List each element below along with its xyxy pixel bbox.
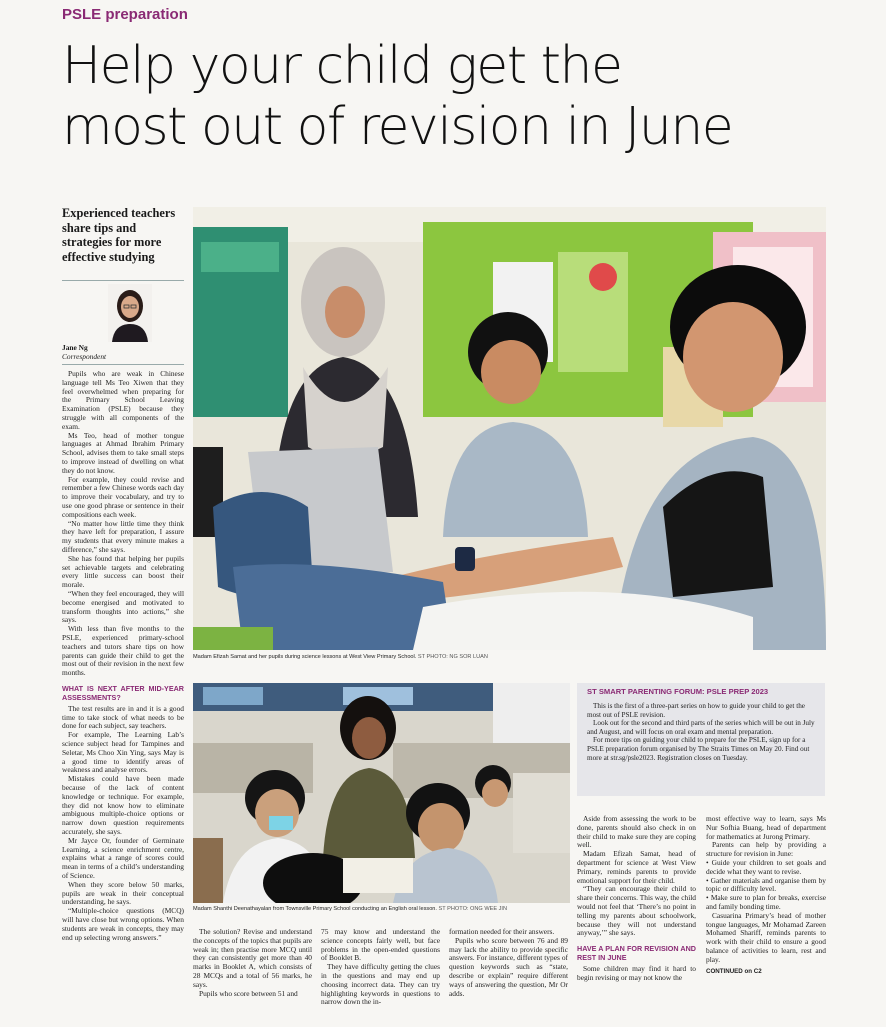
bullet-item: • Make sure to plan for breaks, exercise and family bonding time. [706,893,826,911]
paragraph: Madam Efizah Samat, head of department for science at West View Primary, reminds parents to provide emotional support for their child. [577,849,696,885]
photo-credit: ST PHOTO: NG SOR LUAN [417,654,488,660]
paragraph: “They can encourage their child to share their concerns. This way, the child would not feel that ‘There’s no point in telling my parents about schoolwork, because they will not understand anyway,’” she says. [577,884,696,938]
paragraph: “No matter how little time they think they have left for preparation, I assure my students that every minute makes a difference,” she says. [62,518,184,554]
paragraph: Pupils who are weak in Chinese language tell Ms Teo Xiwen that they feel overwhelmed when preparing for the Primary School Leaving Examination (PSLE) because they struggle with all components of the exam. [62,370,184,431]
deck-rule [62,280,184,281]
continued-link[interactable]: CONTINUED on C2 [706,967,762,975]
photo-credit: ST PHOTO: ONG WEE JIN [438,906,508,912]
paragraph: 75 may know and understand the science concepts fairly well, but face problems in the open-ended questions of Booklet B. [321,928,440,963]
paragraph: They have difficulty getting the clues in the questions and may end up choosing incorrect data. They can try highlighting keywords in questions to narrow down the in- [321,962,440,1007]
paragraph: formation needed for their answers. [449,928,555,936]
byline-name: Jane Ng [62,343,88,352]
paragraph: “Multiple-choice questions (MCQ) will have close but wrong options. When students are weak in concepts, they may end up selecting wrong answers.” [62,906,184,942]
paragraph: Mistakes could have been made because of the lack of content knowledge or technique. For example, they did not know how to eliminate ambiguous multiple-choice options or narrow down question requirements accurately, she says. [62,774,184,837]
paragraph: Pupils who score between 51 and [199,988,298,998]
paragraph: “When they feel encouraged, they will become energised and motivated to transform thoughts into actions,” she says. [62,588,184,625]
headline-line-2: most out of revision in June [62,97,733,157]
photo2-caption [193,906,570,912]
paragraph: She has found that helping her pupils set achievable targets and celebrating every little success can boost their morale. [62,553,184,590]
body-column-4 [449,928,568,1023]
info-box-title: ST SMART PARENTING FORUM: PSLE PREP 2023 [587,687,769,696]
info-paragraph: For more tips on guiding your child to prepare for the PSLE, sign up for a PSLE preparation forum organised by The Straits Times on May 20. Find out more at str.sg/psle2023. Registration closes on Tuesday. [587,736,810,762]
paragraph: Parents can help by providing a structure for revision in June: [706,840,826,859]
body-column-6 [706,815,826,1023]
subhead: HAVE A PLAN FOR REVISION AND REST IN JUNE [577,944,696,963]
article-deck: Experienced teachers share tips and strategies for more effective studying [62,206,176,264]
photo1-caption [193,654,826,660]
byline-role: Correspondent [62,352,107,361]
paragraph: For example, they could revise and remember a few Chinese words each day to improve their vocabulary, and try to use one good phrase or sentence in their compositions each week. [62,474,184,519]
headline-line-1: Help your child get the [62,36,622,96]
photo-science-lesson [193,207,826,650]
body-column-5 [577,815,696,1023]
body-column-3 [321,928,440,1023]
section-kicker: PSLE preparation [62,6,188,23]
info-paragraph: This is the first of a three-part series on how to guide your child to get the most out of PSLE revision. [587,702,805,719]
paragraph: The solution? Revise and understand the concepts of the topics that pupils are weak in; then practise more MCQ until they can consistently get more than 40 marks in Booklet A, which consists of 28 MCQs and a total of 56 marks, he says. [193,928,312,989]
paragraph: For example, The Learning Lab’s science subject head for Tampines and Seletar, Ms Choo Xin Ying, says May is a good time to identify areas of weakness and analyse errors. [62,730,184,775]
byline-photo [108,284,152,342]
bullet-item: • Guide your children to set goals and decide what they want to revise. [706,857,826,876]
byline-rule [62,364,184,365]
paragraph: Pupils who score between 76 and 89 may lack the ability to provide specific answers. For instance, different types of question keywords such as “state, describe or explain” require different ways of answering the question, Mr Or adds. [449,935,568,998]
paragraph: Casuarina Primary’s head of mother tongue languages, Mr Mohamad Zareen Mohamed Shariff, reminds parents to work with their child to ensure a good balance of activities to learn, rest and play. [706,910,826,964]
bullet-item: • Gather materials and organise them by topic or difficulty level. [706,875,826,894]
paragraph: When they score below 50 marks, pupils are weak in their conceptual understanding, he says. [62,879,184,907]
info-paragraph: Look out for the second and third parts of the series which will be out in July and August, and will focus on oral exam and mental preparation. [587,719,815,736]
photo-english-lesson [193,683,570,903]
paragraph: Aside from assessing the work to be done, parents should also check in on their child to make sure they are coping well. [577,815,696,850]
headline [62,36,842,158]
forum-info-box [577,683,825,796]
paragraph: The test results are in and it is a good time to take stock of what needs to be done for each subject, say teachers. [62,703,184,731]
paragraph: most effective way to learn, says Ms Nur Sofhia Buang, head of department for mathematics at Jurong Primary. [706,815,826,841]
subhead: WHAT IS NEXT AFTER MID-YEAR ASSESSMENTS? [62,683,184,702]
body-column-1 [62,370,184,1020]
paragraph: Mr Jayce Or, founder of Germinate Learning, a science enrichment centre, explains what a range of scores could mean in terms of a child’s understanding of Science. [62,835,184,881]
paragraph: Some children may find it hard to begin revising or may not know the [577,964,696,982]
paragraph: With less than five months to the PSLE, experienced primary-school teachers and tutors share tips on how parents can guide their child to get the most out of their revision in the next few months. [62,624,184,678]
caption-text: Madam Efizah Samat and her pupils during science lessons at West View Primary School. [193,654,417,660]
body-column-2 [193,928,312,1023]
paragraph: Ms Teo, head of mother tongue languages at Ahmad Ibrahim Primary School, advises them to take small steps to improve instead of dwelling on what they do not know. [62,430,184,475]
caption-text: Madam Shanthi Deenathayalan from Townsville Primary School conducting an English oral lesson. [193,906,437,912]
